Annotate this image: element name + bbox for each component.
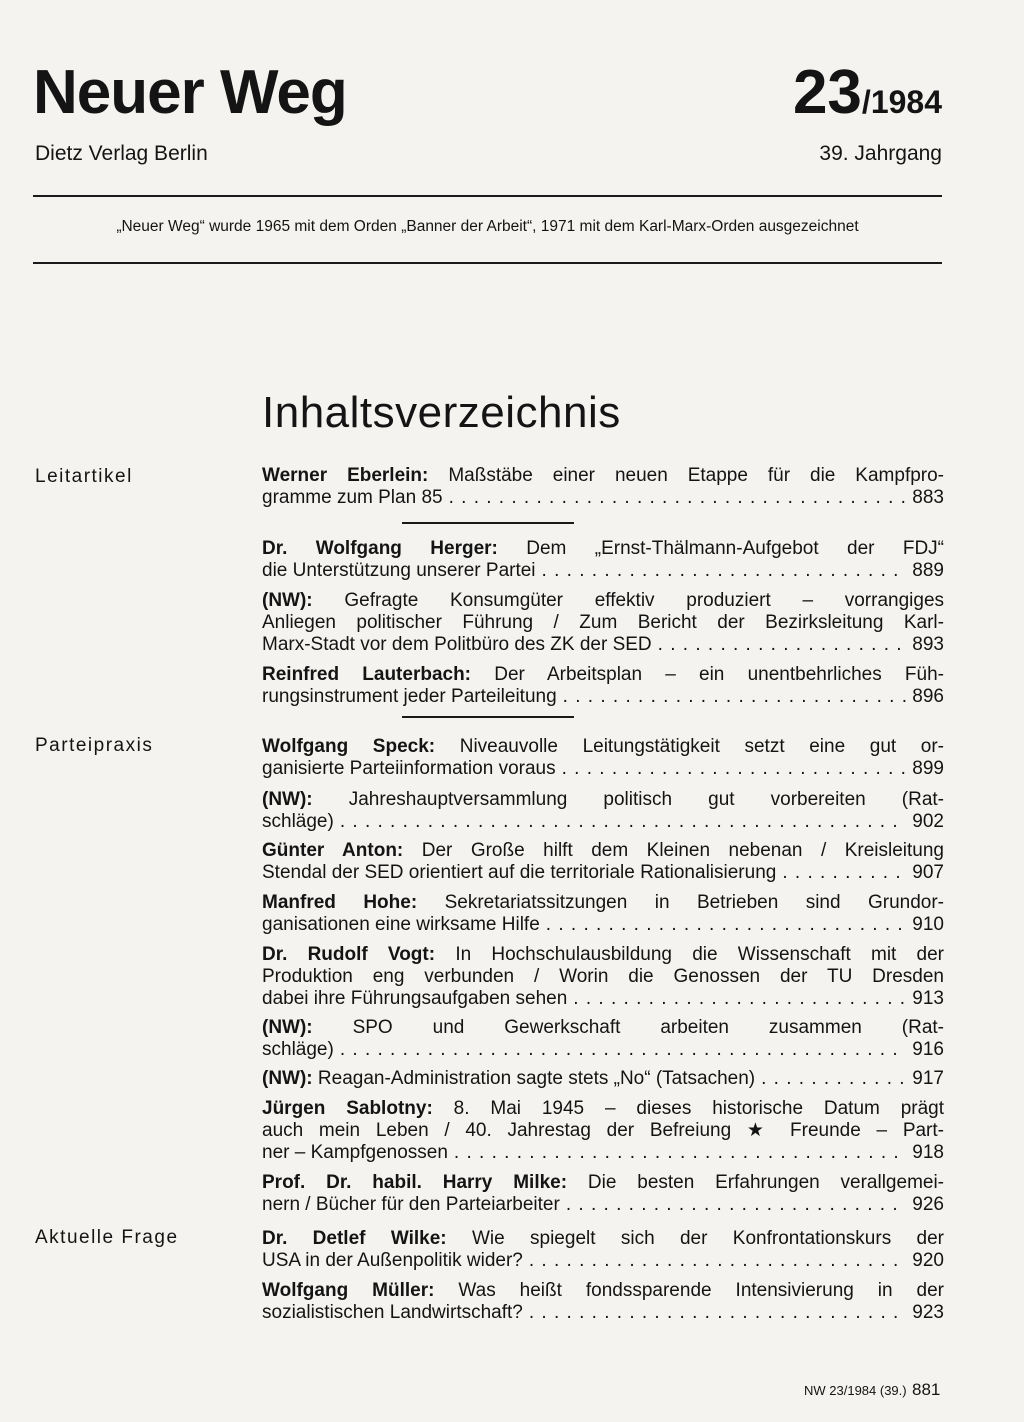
toc-entry-author: (NW): bbox=[262, 1017, 313, 1038]
toc-entry-line bbox=[262, 612, 944, 634]
toc-entry[interactable] bbox=[262, 736, 944, 780]
toc-entry-last-line bbox=[262, 811, 944, 833]
toc-entry-page: 920 bbox=[912, 1250, 944, 1271]
toc-entry-line bbox=[262, 944, 944, 966]
section-label-aktuelle-frage: Aktuelle Frage bbox=[35, 1227, 179, 1248]
toc-entry-last-line bbox=[262, 988, 944, 1010]
toc-entry-line bbox=[262, 1280, 944, 1302]
toc-entry-text: Der Große hilft dem Kleinen nebenan / Kreisleitung bbox=[421, 840, 944, 861]
toc-entry-text: Marx-Stadt vor dem Politbüro des ZK der SED bbox=[262, 634, 652, 655]
toc-entry-author: Werner Eberlein: bbox=[262, 465, 429, 486]
toc-entry-page: 889 bbox=[912, 560, 944, 581]
toc-entry-text: die Unterstützung unserer Partei bbox=[262, 560, 536, 581]
toc-entry-page: 896 bbox=[912, 686, 944, 707]
toc-entry-text: Anliegen politischer Führung / Zum Bericht der Bezirksleitung Karl- bbox=[262, 612, 944, 633]
issue-year: /1984 bbox=[861, 84, 942, 120]
dot-leader bbox=[563, 686, 907, 708]
toc-entry-line bbox=[262, 1017, 944, 1039]
toc-entry-last-line bbox=[262, 862, 944, 884]
toc-entry-text: Produktion eng verbunden / Worin die Genossen der TU Dresden bbox=[262, 966, 944, 987]
toc-entry-last-line bbox=[262, 1142, 944, 1164]
toc-entry-text: sozialistischen Landwirtschaft? bbox=[262, 1302, 523, 1323]
toc-entry[interactable] bbox=[262, 1172, 944, 1216]
toc-entry-line bbox=[262, 840, 944, 862]
toc-entry-page: 907 bbox=[912, 862, 944, 883]
toc-entry-last-line bbox=[262, 1039, 944, 1061]
toc-entry-page: 917 bbox=[912, 1068, 944, 1089]
toc-entry-text: Stendal der SED orientiert auf die territoriale Rationalisierung bbox=[262, 862, 777, 883]
toc-entry-line bbox=[262, 1228, 944, 1250]
toc-entry-page: 916 bbox=[912, 1039, 944, 1060]
toc-entry[interactable] bbox=[262, 1280, 944, 1324]
toc-entry[interactable] bbox=[262, 590, 944, 656]
toc-entry-author: Manfred Hohe: bbox=[262, 892, 418, 913]
toc-entry-author: Reinfred Lauterbach: bbox=[262, 664, 472, 685]
toc-entry-last-line bbox=[262, 1194, 944, 1216]
toc-entry-page: 899 bbox=[912, 758, 944, 779]
toc-entry-line bbox=[262, 966, 944, 988]
toc-entry-author: Prof. Dr. habil. Harry Milke: bbox=[262, 1172, 568, 1193]
dot-leader bbox=[761, 1068, 906, 1090]
toc-entry-last-line bbox=[262, 634, 944, 656]
toc-entry[interactable] bbox=[262, 465, 944, 509]
toc-entry-line bbox=[262, 538, 944, 560]
toc-entry[interactable] bbox=[262, 1228, 944, 1272]
toc-heading: Inhaltsverzeichnis bbox=[262, 388, 621, 437]
dot-leader bbox=[340, 1039, 906, 1061]
dot-leader bbox=[566, 1194, 906, 1216]
toc-entry-text: Reagan-Administration sagte stets „No“ (Tatsachen) bbox=[317, 1068, 756, 1089]
toc-entry-author: Wolfgang Müller: bbox=[262, 1280, 435, 1301]
toc-entry[interactable] bbox=[262, 789, 944, 833]
footer-issue-ref: NW 23/1984 (39.) bbox=[804, 1383, 907, 1398]
dot-leader bbox=[546, 914, 907, 936]
dot-leader bbox=[449, 487, 907, 509]
toc-entry-line bbox=[262, 1172, 944, 1194]
toc-entry-page: 926 bbox=[912, 1194, 944, 1215]
toc-entry-author: (NW): bbox=[262, 1068, 313, 1089]
toc-entry-author: Dr. Rudolf Vogt: bbox=[262, 944, 436, 965]
section-label-parteipraxis: Parteipraxis bbox=[35, 735, 154, 756]
toc-entry-text: Die besten Erfahrungen verallgemei- bbox=[587, 1172, 945, 1193]
toc-entry-text: Maßstäbe einer neuen Etappe für die Kampfpro- bbox=[448, 465, 945, 486]
section-divider bbox=[402, 716, 574, 718]
dot-leader bbox=[454, 1142, 906, 1164]
toc-entry-text: schläge) bbox=[262, 811, 334, 832]
footer-page-number: 881 bbox=[912, 1380, 941, 1399]
toc-entry-last-line bbox=[262, 686, 944, 708]
dot-leader bbox=[573, 988, 906, 1010]
toc-entry-line bbox=[262, 1120, 944, 1142]
toc-entry[interactable] bbox=[262, 664, 944, 708]
toc-entry-text: ganisierte Parteiinformation voraus bbox=[262, 758, 556, 779]
toc-entry-author: Wolfgang Speck: bbox=[262, 736, 436, 757]
toc-entry[interactable] bbox=[262, 892, 944, 936]
volume: 39. Jahrgang bbox=[819, 142, 942, 165]
toc-entry-line bbox=[262, 664, 944, 686]
toc-entry-text: USA in der Außenpolitik wider? bbox=[262, 1250, 523, 1271]
toc-entry-last-line bbox=[262, 758, 944, 780]
toc-entry-line bbox=[262, 789, 944, 811]
toc-entry-text: nern / Bücher für den Parteiarbeiter bbox=[262, 1194, 560, 1215]
toc-entry-text: Jahreshauptversammlung politisch gut vorbereiten (Rat- bbox=[348, 789, 945, 810]
section-divider bbox=[402, 522, 574, 524]
toc-entry-page: 893 bbox=[912, 634, 944, 655]
toc-entry-text: SPO und Gewerkschaft arbeiten zusammen (Rat- bbox=[352, 1017, 944, 1038]
toc-entry-text: dabei ihre Führungsaufgaben sehen bbox=[262, 988, 568, 1009]
section-label-leitartikel: Leitartikel bbox=[35, 466, 133, 487]
dot-leader bbox=[562, 758, 907, 780]
toc-entry[interactable] bbox=[262, 1098, 944, 1164]
toc-entry-last-line bbox=[262, 914, 944, 936]
toc-entry-author: Jürgen Sablotny: bbox=[262, 1098, 433, 1119]
toc-entry-last-line bbox=[262, 1068, 944, 1090]
toc-entry-last-line bbox=[262, 1250, 944, 1272]
toc-entry-page: 913 bbox=[912, 988, 944, 1009]
toc-entry[interactable] bbox=[262, 944, 944, 1010]
toc-entry-line bbox=[262, 1098, 944, 1120]
toc-entry-last-line bbox=[262, 487, 944, 509]
toc-entry-text: gramme zum Plan 85 bbox=[262, 487, 443, 508]
magazine-title: Neuer Weg bbox=[33, 58, 347, 127]
toc-entry-text: Niveauvolle Leitungstätigkeit setzt eine gut or- bbox=[459, 736, 945, 757]
issue-number-value: 23 bbox=[792, 58, 862, 127]
toc-entry-page: 910 bbox=[912, 914, 944, 935]
toc-entry-text: Sekretariatssitzungen in Betrieben sind Grundor- bbox=[444, 892, 945, 913]
toc-entry-text: Dem „Ernst-Thälmann-Aufgebot der FDJ“ bbox=[526, 538, 945, 559]
toc-entry-author: Dr. Detlef Wilke: bbox=[262, 1228, 447, 1249]
toc-entry-text: rungsinstrument jeder Parteileitung bbox=[262, 686, 557, 707]
toc-entry[interactable] bbox=[262, 1068, 944, 1090]
toc-entry-author: (NW): bbox=[262, 590, 313, 611]
toc-entry-last-line bbox=[262, 1302, 944, 1324]
top-rule bbox=[33, 195, 942, 197]
toc-entry-author: Günter Anton: bbox=[262, 840, 404, 861]
toc-entry-text: 8. Mai 1945 – dieses historische Datum prägt bbox=[453, 1098, 945, 1119]
toc-entry-page: 923 bbox=[912, 1302, 944, 1323]
dot-leader bbox=[529, 1250, 906, 1272]
toc-entry-page: 883 bbox=[912, 487, 944, 508]
dot-leader bbox=[529, 1302, 906, 1324]
dot-leader bbox=[542, 560, 907, 582]
issue-number bbox=[792, 58, 942, 127]
toc-entry-line bbox=[262, 465, 944, 487]
toc-entry-line bbox=[262, 590, 944, 612]
toc-entry-text: schläge) bbox=[262, 1039, 334, 1060]
toc-entry-text: Was heißt fondssparende Intensivierung in der bbox=[458, 1280, 945, 1301]
toc-entry-text: ganisationen eine wirksame Hilfe bbox=[262, 914, 540, 935]
toc-entry-last-line bbox=[262, 560, 944, 582]
toc-entry-page: 902 bbox=[912, 811, 944, 832]
toc-entry-author: Dr. Wolfgang Herger: bbox=[262, 538, 498, 559]
toc-entry-page: 918 bbox=[912, 1142, 944, 1163]
toc-entry-text: Der Arbeitsplan – ein unentbehrliches Füh- bbox=[494, 664, 944, 685]
toc-entry-author: (NW): bbox=[262, 789, 313, 810]
award-rule bbox=[33, 262, 942, 264]
dot-leader bbox=[658, 634, 907, 656]
toc-entry-text: In Hochschulausbildung die Wissenschaft mit der bbox=[455, 944, 945, 965]
toc-entry-text: auch mein Leben / 40. Jahrestag der Befreiung ★ Freunde – Part- bbox=[262, 1120, 944, 1141]
toc-entry[interactable] bbox=[262, 1017, 944, 1061]
dot-leader bbox=[782, 862, 906, 884]
toc-entry[interactable] bbox=[262, 840, 944, 884]
toc-entry[interactable] bbox=[262, 538, 944, 582]
toc-entry-line bbox=[262, 892, 944, 914]
toc-entry-text: Wie spiegelt sich der Konfrontationskurs der bbox=[471, 1228, 944, 1249]
toc-entry-text: Gefragte Konsumgüter effektiv produziert – vorrangiges bbox=[344, 590, 945, 611]
dot-leader bbox=[340, 811, 906, 833]
toc-entry-text: ner – Kampfgenossen bbox=[262, 1142, 448, 1163]
publisher: Dietz Verlag Berlin bbox=[35, 142, 208, 165]
toc-entry-line bbox=[262, 736, 944, 758]
award-note: „Neuer Weg“ wurde 1965 mit dem Orden „Banner der Arbeit“, 1971 mit dem Karl-Marx-Orden ausgezeichnet bbox=[116, 218, 859, 235]
